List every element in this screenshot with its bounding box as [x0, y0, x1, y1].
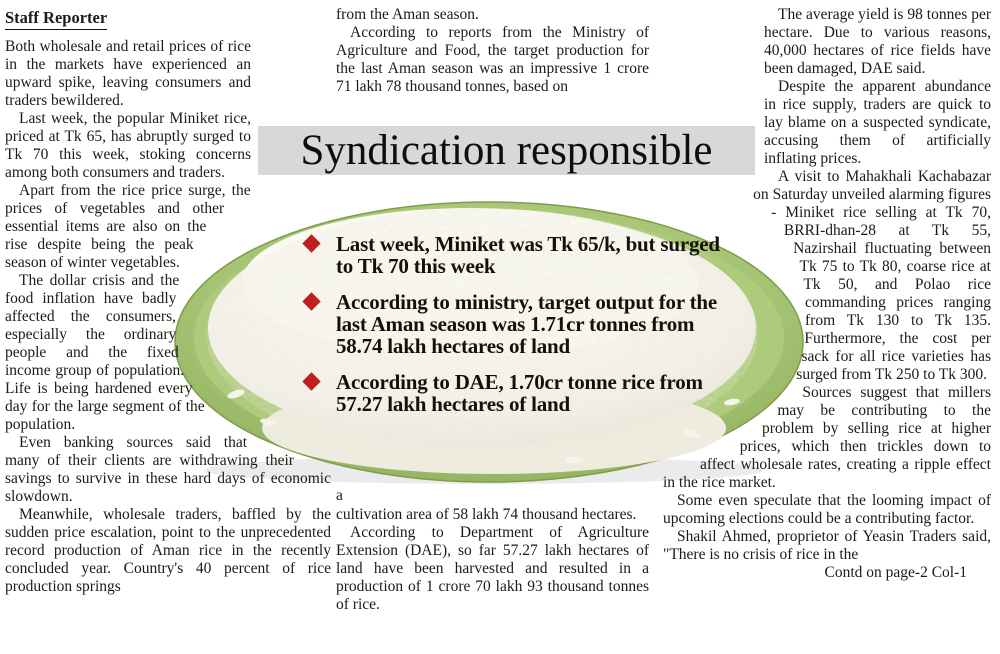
diamond-bullet-icon: [302, 292, 320, 310]
article-column-middle-top: [336, 6, 649, 126]
paragraph: Even banking sources said that many of their clients are withdrawing their savings to survive in these hard days of economic slowdown.: [5, 434, 331, 505]
continuation-note: Contd on page-2 Col-1: [824, 564, 967, 581]
byline: Staff Reporter: [5, 8, 107, 30]
headline: Syndication responsible: [258, 126, 755, 175]
paragraph: a cultivation area of 58 lakh 74 thousand hectares.: [336, 487, 637, 523]
callout-item: [303, 291, 741, 357]
paragraph: Apart from the rice price surge, the prices of vegetables and other essential items are also on the rise despite being the peak season of winter vegetables.: [5, 182, 251, 271]
paragraph: According to Department of Agriculture Extension (DAE), so far 57.27 lakh hectares of land have been harvested and resulted in a production of 1 crore 70 lakh 93 thousand tonnes of rice.: [336, 524, 649, 613]
article-column-middle-bottom: [336, 487, 649, 654]
paragraph: Last week, the popular Miniket rice, priced at Tk 65, has abruptly surged to Tk 70 this week, stoking concerns among both consumers and traders.: [5, 110, 251, 181]
paragraph: Sources suggest that millers may be contributing to the problem by selling rice at higher prices, which then trickles down to affect wholesale rates, creating a ripple effect in the rice market.: [663, 384, 991, 491]
paragraph: The dollar crisis and the food inflation have badly affected the consumers, especially the ordinary people and the fixed income group of population. Life is being hardened every day for the large segment of the population.: [5, 272, 205, 433]
paragraph: Despite the apparent abundance in rice supply, traders are quick to lay blame on a suspected syndicate, accusing them of artificially inflating prices.: [764, 78, 991, 167]
paragraph: Some even speculate that the looming impact of upcoming elections could be a contributing factor.: [663, 492, 991, 527]
paragraph: Both wholesale and retail prices of rice in the markets have experienced an upward spike, leaving consumers and traders bewildered.: [5, 38, 251, 109]
callout-item: [303, 371, 741, 415]
callout-text: Last week, Miniket was Tk 65/k, but surged to Tk 70 this week: [336, 232, 720, 278]
paragraph: from the Aman season.: [336, 6, 479, 23]
diamond-bullet-icon: [302, 234, 320, 252]
callout-item: [303, 233, 741, 277]
callout-text: According to ministry, target output for the last Aman season was 1.71cr tonnes from 58.74 lakh hectares of land: [336, 290, 718, 358]
article-column-left: [5, 6, 331, 654]
callout-text: According to DAE, 1.70cr tonne rice from 57.27 lakh hectares of land: [336, 370, 703, 416]
paragraph: Meanwhile, wholesale traders, baffled by the sudden price escalation, point to the unprecedented record production of Aman rice in the recently concluded year. Country's 40 percent of rice production springs: [5, 506, 331, 595]
paragraph: A visit to Mahakhali Kachabazar on Saturday unveiled alarming figures - Miniket rice selling at Tk 70, BRRI-dhan-28 at Tk 55, Nazirshail fluctuating between Tk 75 to Tk 80, coarse rice at Tk 50, and Polao rice commanding prices ranging from Tk 130 to Tk 135. Furthermore, the cost per sack for all rice varieties has surged from Tk 250 to Tk 300.: [753, 168, 991, 383]
paragraph: Shakil Ahmed, proprietor of Yeasin Traders said, "There is no crisis of rice in the: [663, 528, 991, 563]
callout-list: [303, 233, 741, 429]
paragraph: According to reports from the Ministry of Agriculture and Food, the target production for the last Aman season was an impressive 1 crore 71 lakh 78 thousand tonnes, based on: [336, 24, 649, 95]
diamond-bullet-icon: [302, 372, 320, 390]
paragraph: The average yield is 98 tonnes per hectare. Due to various reasons, 40,000 hectares of rice fields have been damaged, DAE said.: [764, 6, 991, 77]
